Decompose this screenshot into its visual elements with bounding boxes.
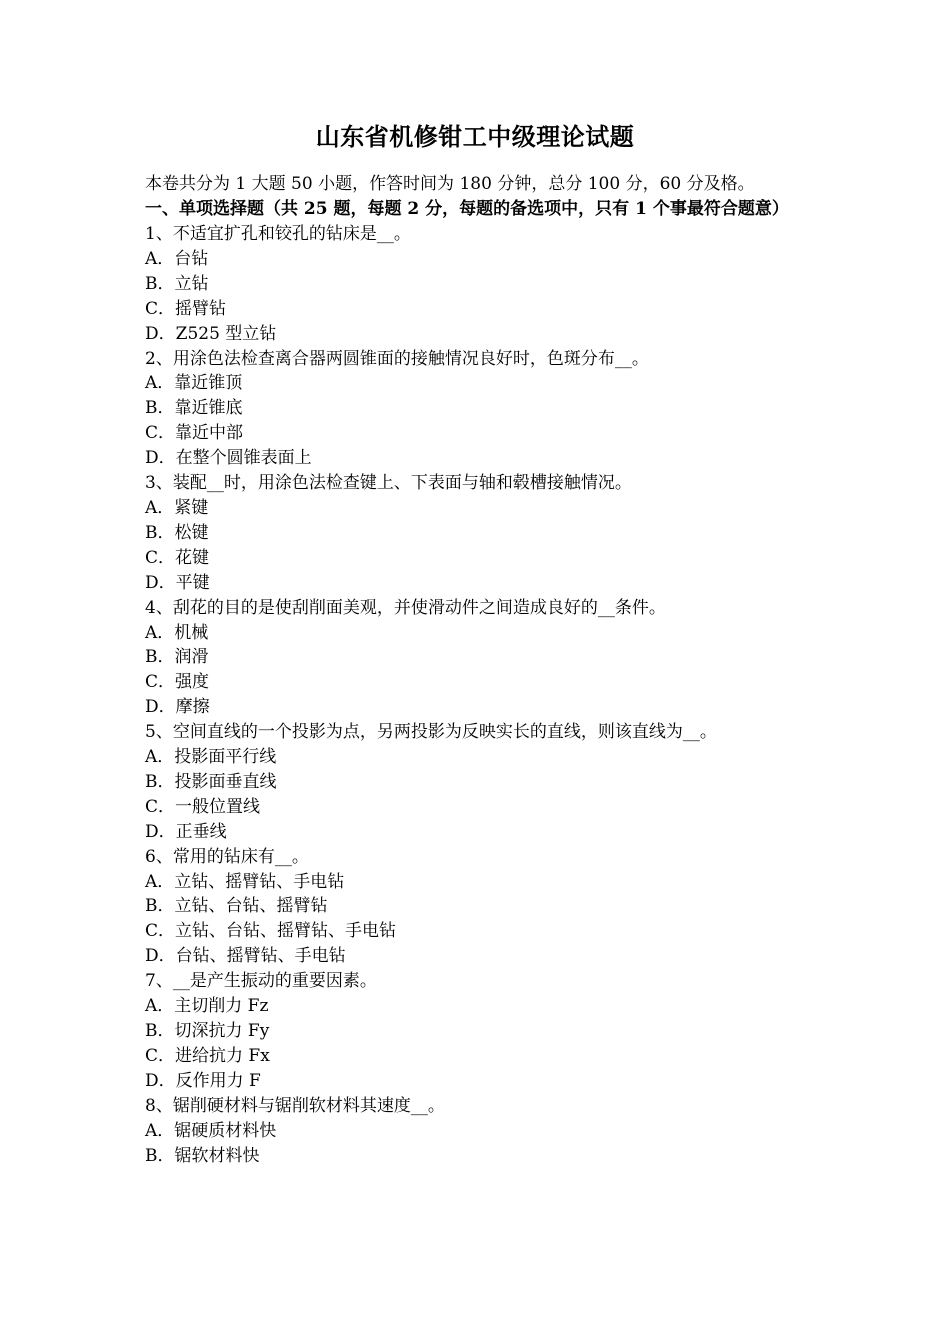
exam-intro: 本卷共分为 1 大题 50 小题，作答时间为 180 分钟，总分 100 分，60 分及格。 (145, 174, 755, 194)
option-a: A．紧键 (145, 497, 209, 518)
question-stem: 7、__是产生振动的重要因素。 (145, 971, 377, 992)
page-title: 山东省机修钳工中级理论试题 (315, 122, 635, 151)
question-7 (145, 969, 815, 1094)
option-c: C．花键 (145, 547, 210, 568)
option-a: A．机械 (145, 622, 209, 643)
question-5 (145, 720, 815, 845)
option-d: D．台钻、摇臂钻、手电钻 (145, 946, 346, 967)
option-d: D．反作用力 F (145, 1070, 261, 1091)
option-a: A．靠近锥顶 (145, 373, 243, 394)
option-b: B．靠近锥底 (145, 398, 243, 419)
question-6 (145, 845, 815, 970)
option-b: B．立钻 (145, 273, 209, 294)
question-4 (145, 596, 815, 721)
option-c: C．靠近中部 (145, 423, 244, 444)
option-c: C．立钻、台钻、摇臂钻、手电钻 (145, 921, 397, 942)
option-b: B．切深抗力 Fy (145, 1021, 270, 1041)
option-b: B．投影面垂直线 (145, 771, 277, 792)
option-d: D．正垂线 (145, 821, 227, 842)
option-b: B．锯软材料快 (145, 1145, 260, 1166)
option-b: B．润滑 (145, 647, 209, 668)
option-d: D．在整个圆锥表面上 (145, 448, 312, 469)
option-d: D．摩擦 (145, 697, 210, 718)
question-2 (145, 347, 815, 472)
option-b: B．立钻、台钻、摇臂钻 (145, 896, 328, 917)
section-heading: 一、单项选择题（共 25 题，每题 2 分，每题的备选项中，只有 1 个事最符合题意） (145, 199, 789, 219)
question-3 (145, 471, 815, 596)
option-a: A．锯硬质材料快 (145, 1120, 277, 1141)
question-stem: 1、不适宜扩孔和铰孔的钻床是__。 (145, 224, 411, 244)
option-a: A．立钻、摇臂钻、手电钻 (145, 871, 345, 892)
option-c: C．强度 (145, 672, 210, 693)
option-c: C．一般位置线 (145, 796, 261, 817)
document-body (145, 172, 815, 1168)
option-b: B．松键 (145, 522, 209, 543)
option-a: A．台钻 (145, 248, 209, 269)
question-stem: 4、刮花的目的是使刮削面美观，并使滑动件之间造成良好的__条件。 (145, 597, 666, 618)
option-a: A．投影面平行线 (145, 747, 277, 768)
question-stem: 5、空间直线的一个投影为点，另两投影为反映实长的直线，则该直线为__。 (145, 722, 717, 743)
question-8 (145, 1094, 815, 1169)
question-1 (145, 222, 815, 347)
option-c: C．进给抗力 Fx (145, 1045, 270, 1066)
question-stem: 2、用涂色法检查离合器两圆锥面的接触情况良好时，色斑分布__。 (145, 348, 649, 369)
option-a: A．主切削力 Fz (145, 996, 269, 1017)
question-stem: 3、装配__时，用涂色法检查键上、下表面与轴和毂槽接触情况。 (145, 473, 632, 494)
option-c: C．摇臂钻 (145, 298, 227, 319)
question-stem: 8、锯削硬材料与锯削软材料其速度__。 (145, 1095, 445, 1116)
option-d: D．平键 (145, 572, 210, 593)
option-d: D．Z525 型立钻 (145, 323, 277, 344)
question-stem: 6、常用的钻床有__。 (145, 846, 309, 867)
